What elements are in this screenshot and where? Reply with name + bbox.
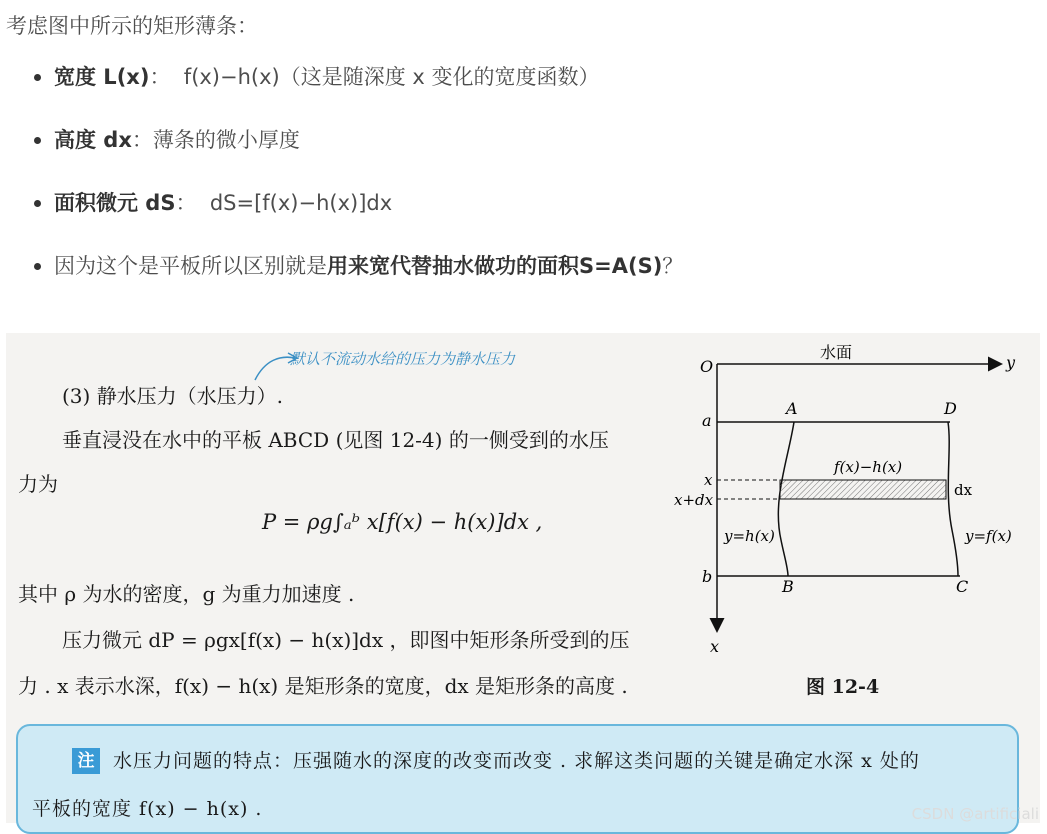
note-tag: 注: [72, 748, 100, 774]
note-text-line: 平板的宽度 f(x) − h(x) .: [32, 798, 263, 820]
paragraph-line: 力 . x 表示水深，f(x) − h(x) 是矩形条的宽度，dx 是矩形条的高度 .: [18, 674, 628, 698]
label-width: f(x)−h(x): [834, 458, 903, 476]
label-x-plus-dx: x+dx: [674, 491, 714, 509]
annotation-arrow-icon: [250, 350, 310, 384]
section-heading: (3) 静水压力（水压力）.: [62, 384, 284, 408]
watermark: CSDN @artificiali: [911, 805, 1039, 823]
handwritten-annotation: 默认不流动水给的压力为静水压力: [290, 350, 516, 368]
plate-diagram: [660, 340, 1040, 660]
label-hx-curve: y=h(x): [724, 527, 775, 545]
label-water-surface: 水面: [820, 343, 853, 362]
note-text-line: 水压力问题的特点：压强随水的深度的改变而改变 . 求解这类问题的关键是确定水深 x 处的: [113, 750, 920, 772]
definition-list: [34, 62, 683, 314]
intro-text: 考虑图中所示的矩形薄条：: [6, 14, 258, 38]
list-item: 因为这个是平板所以区别就是用来宽代替抽水做功的面积S=A(S)？: [34, 251, 683, 314]
label-C: C: [956, 577, 969, 596]
label-b: b: [702, 567, 713, 586]
note-box: [16, 724, 1019, 834]
item-label: 面积微元 dS: [54, 191, 176, 215]
label-A: A: [786, 399, 798, 418]
item-label: 高度 dx: [54, 128, 132, 152]
label-B: B: [782, 577, 794, 596]
pressure-formula: P = ρg∫ₐᵇ x[f(x) − h(x)]dx ,: [262, 510, 543, 534]
label-D: D: [944, 399, 957, 418]
list-item: 宽度 L(x)： f(x)−h(x)（这是随深度 x 变化的宽度函数）: [34, 62, 683, 125]
label-origin: O: [700, 357, 714, 376]
label-dx: dx: [954, 481, 973, 499]
label-y: y: [1006, 353, 1016, 372]
hatched-strip: [780, 480, 946, 499]
right-curve-fx: [948, 422, 958, 576]
paragraph-line: 垂直浸没在水中的平板 ABCD (见图 12-4) 的一侧受到的水压: [62, 428, 609, 452]
figure-caption: 图 12-4: [806, 676, 880, 698]
paragraph-line: 力为: [18, 472, 58, 496]
paragraph-line: 其中 ρ 为水的密度，g 为重力加速度 .: [18, 582, 355, 606]
label-fx-curve: y=f(x): [965, 527, 1012, 545]
label-x: x: [704, 471, 713, 489]
list-item: 高度 dx：薄条的微小厚度: [34, 125, 683, 188]
paragraph-line: 压力微元 dP = ρgx[f(x) − h(x)]dx ，即图中矩形条所受到的压: [62, 628, 630, 652]
label-a: a: [702, 411, 712, 430]
item-label: 宽度 L(x): [54, 65, 150, 89]
list-item: 面积微元 dS： dS=[f(x)−h(x)]dx: [34, 188, 683, 251]
label-x-axis: x: [710, 637, 720, 656]
